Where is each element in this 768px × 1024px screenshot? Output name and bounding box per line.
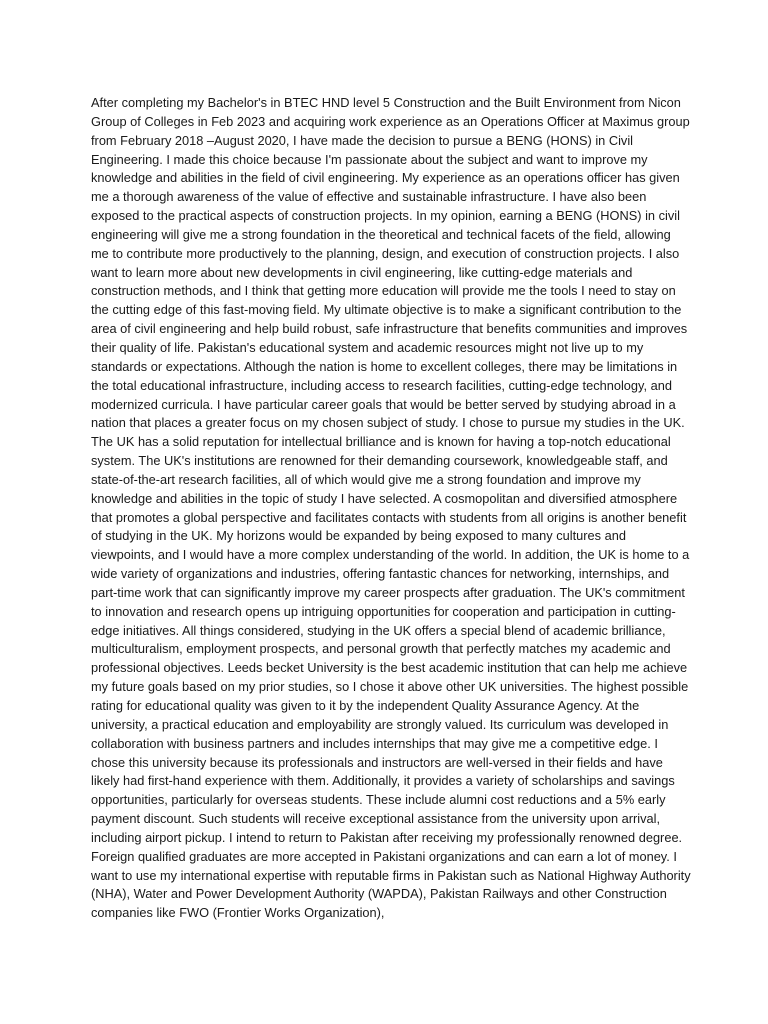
statement-paragraph: After completing my Bachelor's in BTEC HND level 5 Construction and the Built Environment from Nicon Group of Colleges in Feb 2023 and acquiring work experience as an Operations Officer at Maximus group from February 2018 –August 2020, I have made the decision to pursue a BENG (HONS) in Civil Engineering. I made this choice because I'm passionate about the subject and want to improve my knowledge and abilities in the field of civil engineering. My experience as an operations officer has given me a thorough awareness of the value of effective and sustainable infrastructure. I have also been exposed to the practical aspects of construction projects. In my opinion, earning a BENG (HONS) in civil engineering will give me a strong foundation in the theoretical and technical facets of the field, allowing me to contribute more productively to the planning, design, and execution of construction projects. I also want to learn more about new developments in civil engineering, like cutting-edge materials and construction methods, and I think that getting more education will provide me the tools I need to stay on the cutting edge of this fast-moving field. My ultimate objective is to make a significant contribution to the area of civil engineering and help build robust, safe infrastructure that benefits communities and improves their quality of life. Pakistan's educational system and academic resources might not live up to my standards or expectations. Although the nation is home to excellent colleges, there may be limitations in the total educational infrastructure, including access to research facilities, cutting-edge technology, and modernized curricula. I have particular career goals that would be better served by studying abroad in a nation that places a greater focus on my chosen subject of study. I chose to pursue my studies in the UK. The UK has a solid reputation for intellectual brilliance and is known for having a top-notch educational system. The UK's institutions are renowned for their demanding coursework, knowledgeable staff, and state-of-the-art research facilities, all of which would give me a strong foundation and improve my knowledge and abilities in the topic of study I have selected. A cosmopolitan and diversified atmosphere that promotes a global perspective and facilitates contacts with students from all origins is another benefit of studying in the UK. My horizons would be expanded by being exposed to many cultures and viewpoints, and I would have a more complex understanding of the world. In addition, the UK is home to a wide variety of organizations and industries, offering fantastic chances for networking, internships, and part-time work that can significantly improve my career prospects after graduation. The UK's commitment to innovation and research opens up intriguing opportunities for cooperation and participation in cutting-edge initiatives. All things considered, studying in the UK offers a special blend of academic brilliance, multiculturalism, employment prospects, and personal growth that perfectly matches my academic and professional objectives. Leeds becket University is the best academic institution that can help me achieve my future goals based on my prior studies, so I chose it above other UK universities. The highest possible rating for educational quality was given to it by the independent Quality Assurance Agency. At the university, a practical education and employability are strongly valued. Its curriculum was developed in collaboration with business partners and includes internships that may give me a competitive edge. I chose this university because its professionals and instructors are well-versed in their fields and have likely had first-hand experience with them. Additionally, it provides a variety of scholarships and savings opportunities, particularly for overseas students. These include alumni cost reductions and a 5% early payment discount. Such students will receive exceptional assistance from the university upon arrival, including airport pickup. I intend to return to Pakistan after receiving my professionally renowned degree. Foreign qualified graduates are more accepted in Pakistani organizations and can earn a lot of money. I want to use my international expertise with reputable firms in Pakistan such as National Highway Authority (NHA), Water and Power Development Authority (WAPDA), Pakistan Railways and other Construction companies like FWO (Frontier Works Organization), (91, 95, 691, 921)
